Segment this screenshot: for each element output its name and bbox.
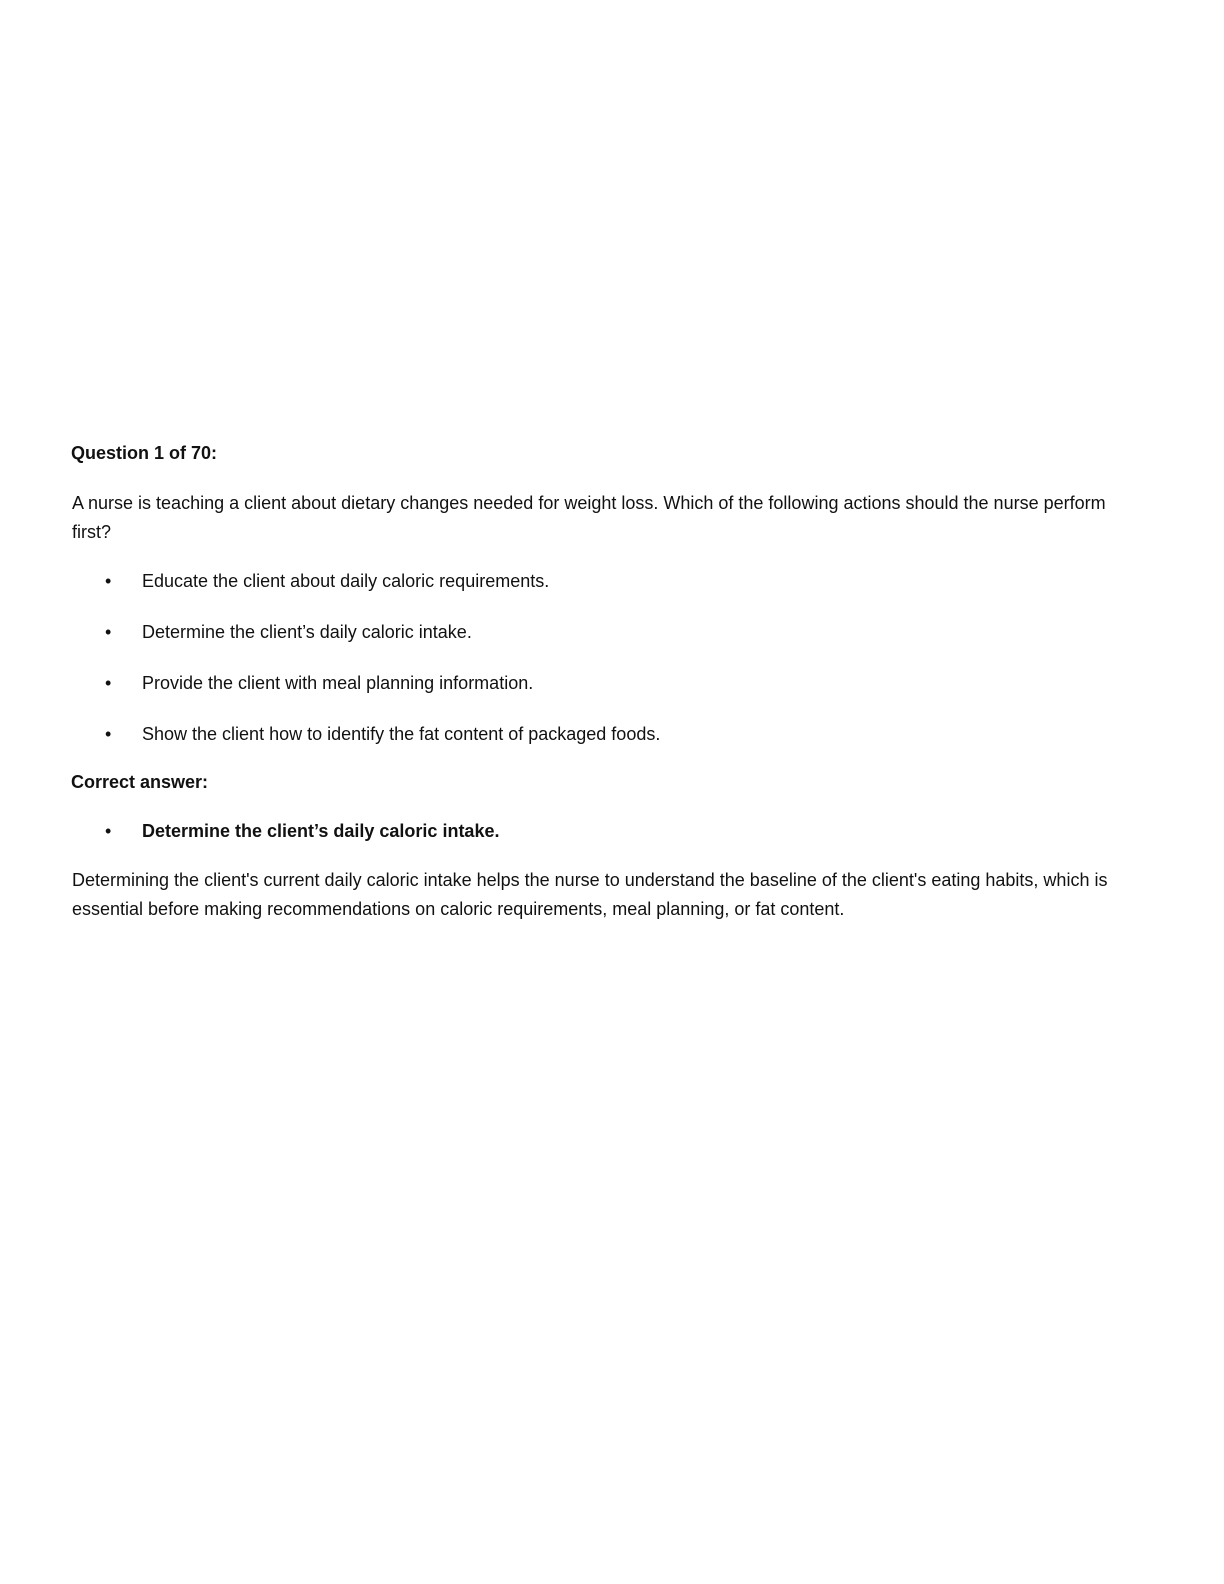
option-text: Provide the client with meal planning information. xyxy=(142,673,534,693)
option-text: Show the client how to identify the fat content of packaged foods. xyxy=(142,724,661,744)
correct-answer-list xyxy=(71,819,1131,843)
bullet-icon: • xyxy=(105,622,112,642)
correct-answer-heading: Correct answer: xyxy=(71,772,209,792)
question-heading: Question 1 of 70: xyxy=(71,443,218,463)
question-text: A nurse is teaching a client about dietary changes needed for weight loss. Which of the following actions should the nurse perform first? xyxy=(72,493,1106,542)
option-item xyxy=(71,671,1131,695)
option-item xyxy=(71,569,1131,593)
bullet-icon: • xyxy=(105,571,112,591)
option-text: Educate the client about daily caloric requirements. xyxy=(142,571,550,591)
option-item xyxy=(71,620,1131,644)
bullet-icon: • xyxy=(105,724,112,744)
bullet-icon: • xyxy=(105,673,112,693)
bullet-icon: • xyxy=(105,821,112,841)
correct-answer-text: Determine the client’s daily caloric intake. xyxy=(142,821,500,841)
correct-answer-item xyxy=(71,819,1131,843)
question-block xyxy=(71,441,1131,924)
option-text: Determine the client’s daily caloric intake. xyxy=(142,622,472,642)
option-item xyxy=(71,722,1131,746)
answer-explanation: Determining the client's current daily caloric intake helps the nurse to understand the baseline of the client's eating habits, which is essential before making recommendations on caloric requirements, meal planning, or fat content. xyxy=(72,870,1108,919)
options-list xyxy=(71,569,1131,746)
